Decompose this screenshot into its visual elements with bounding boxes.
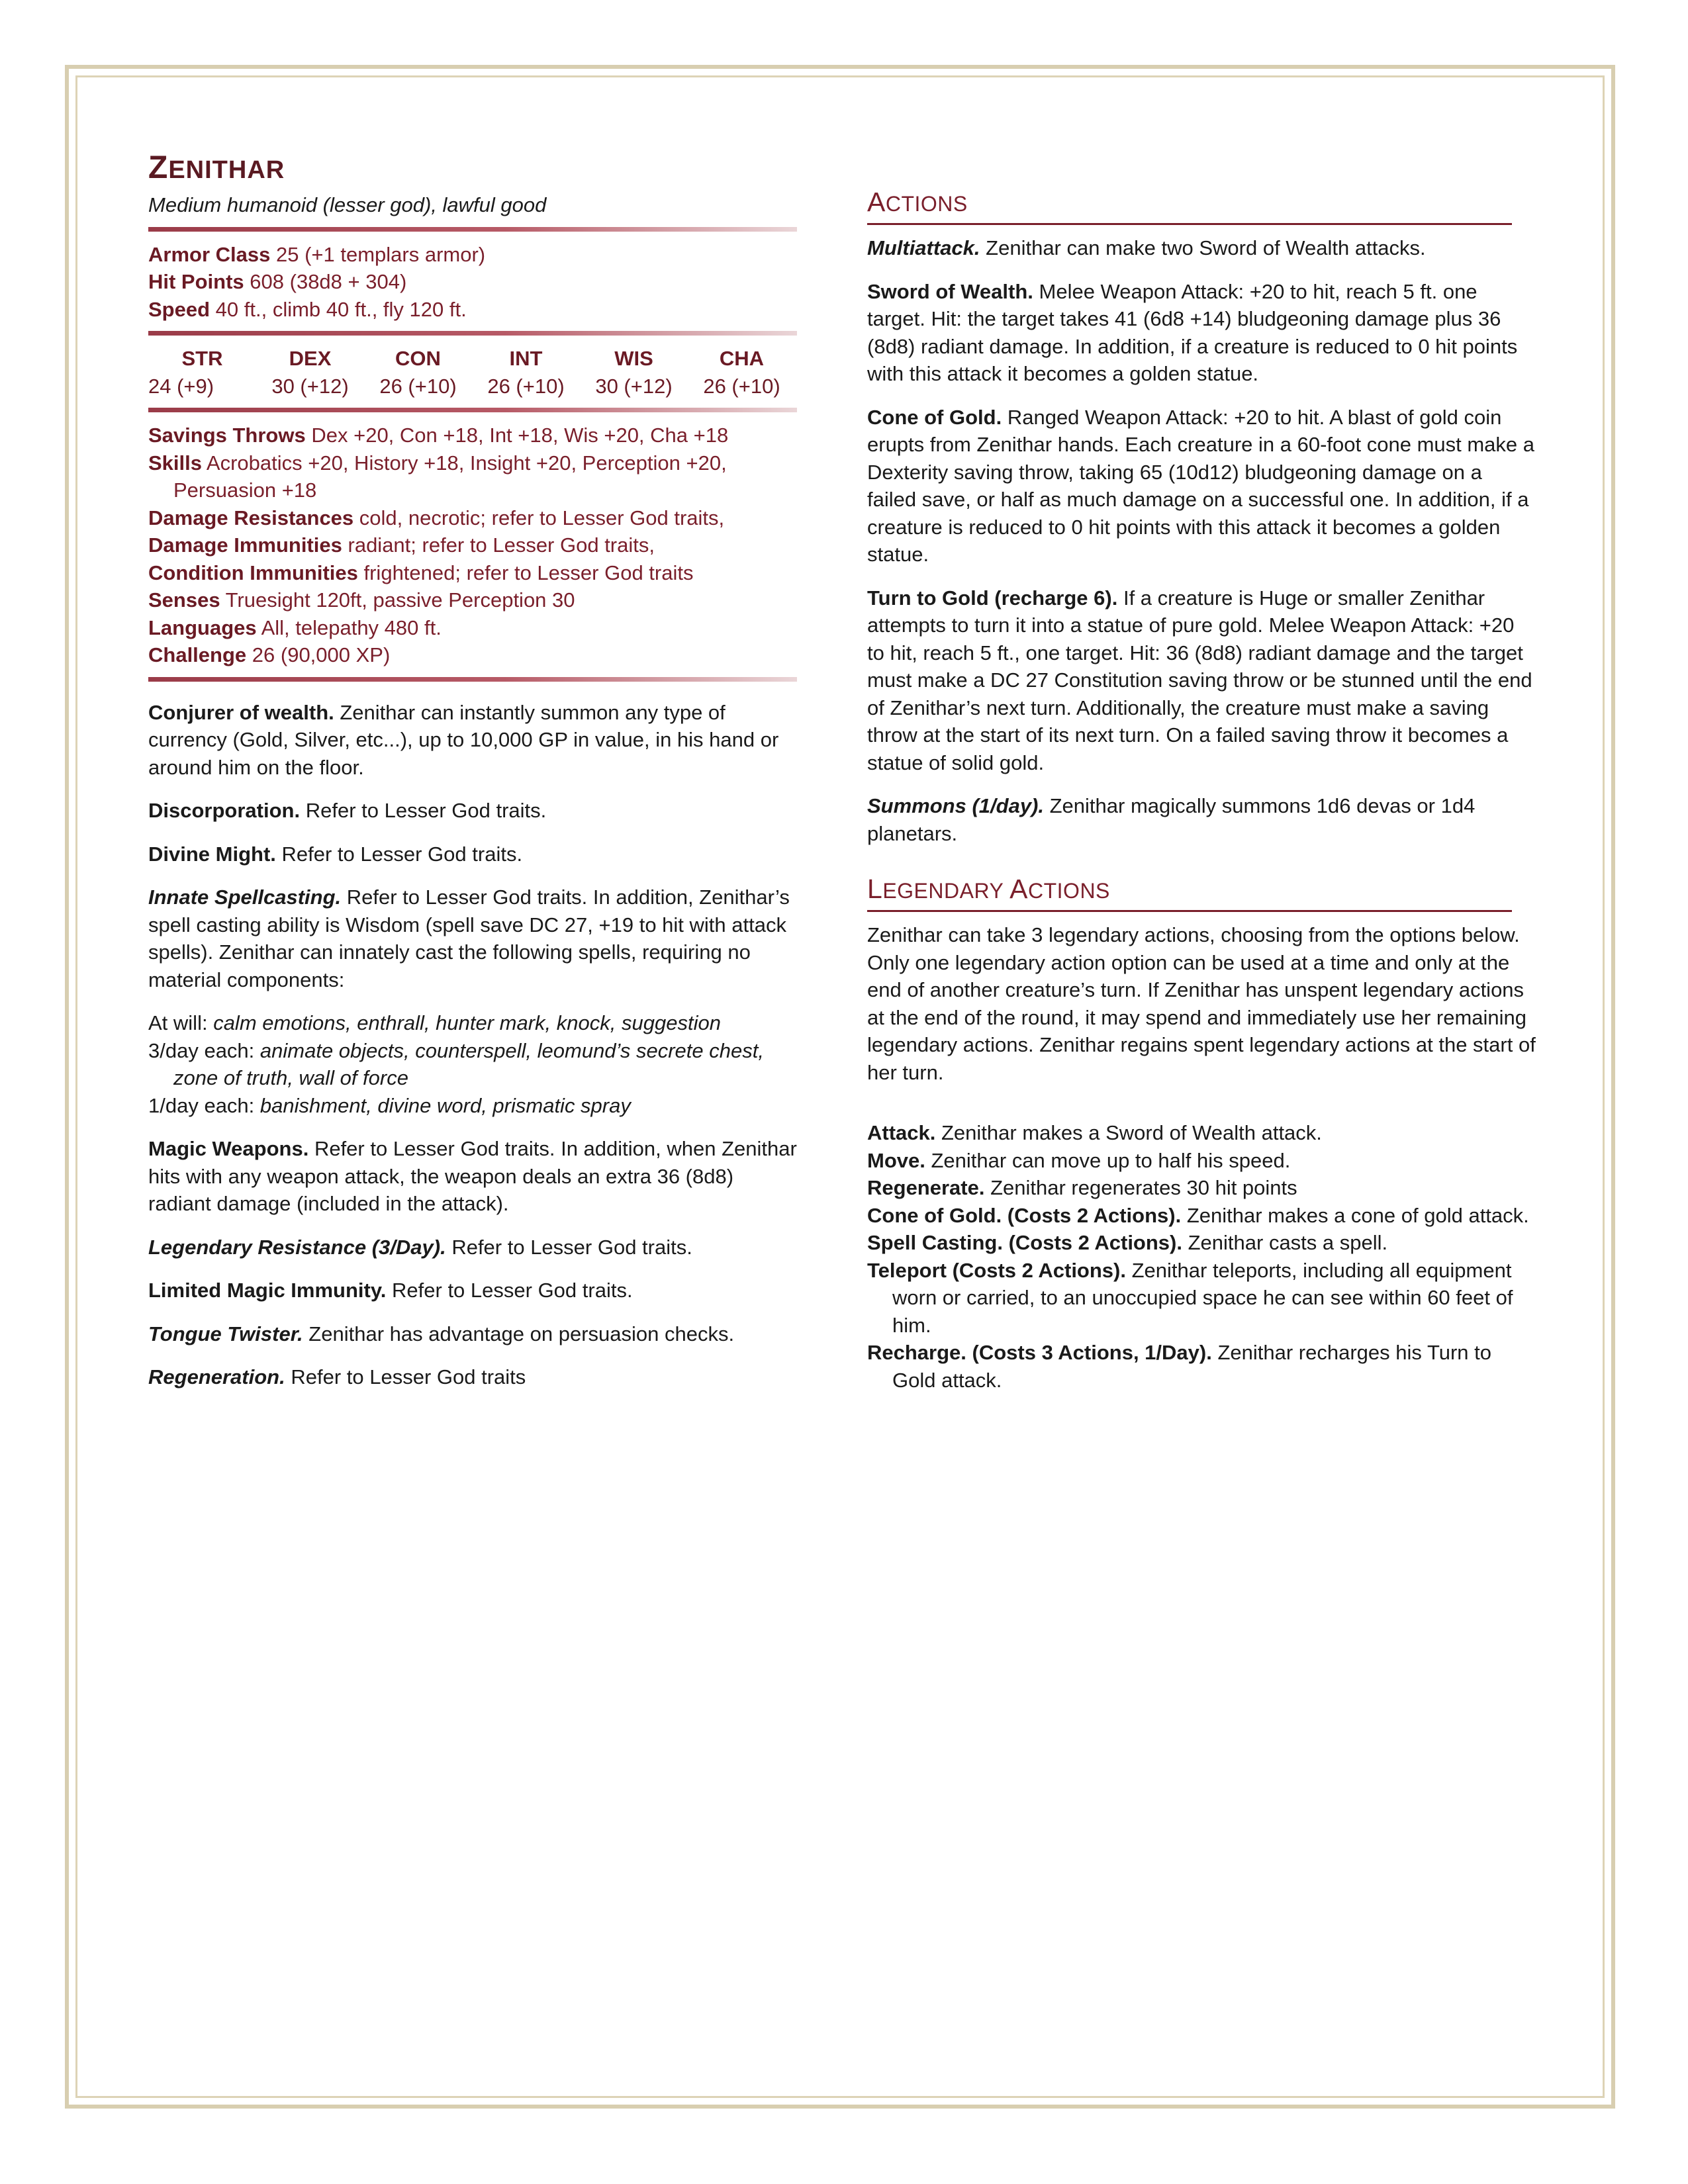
action: Sword of Wealth. Melee Weapon Attack: +20 to hit, reach 5 ft. one target. Hit: the target takes 41 (6d8 +14) bludgeoning damage plus 36 (8d8) radiant damage. In addition, if a creature is reduced to 0 hit points with this attack it becomes a golden statue.: [867, 279, 1518, 385]
action: Summons (1/day). Zenithar magically summons 1d6 devas or 1d4 planetars.: [867, 794, 1476, 845]
damage-resistances: Damage Resistances cold, necrotic; refer to Lesser God traits,: [148, 506, 725, 529]
action: Multiattack. Zenithar can make two Sword of Wealth attacks.: [867, 236, 1426, 259]
stat-block-left-column: [148, 150, 797, 1407]
legendary-action: Regenerate. Zenithar regenerates 30 hit points: [867, 1176, 1297, 1199]
actions-heading: ACTIONS: [867, 187, 968, 217]
divider: [148, 677, 797, 682]
ability-value: 24 (+9): [148, 374, 214, 398]
spell-list: [148, 1009, 797, 1119]
armor-class: Armor Class 25 (+1 templars armor): [148, 242, 486, 266]
ability-name: CON: [395, 347, 441, 370]
legendary-action: Attack. Zenithar makes a Sword of Wealth attack.: [867, 1121, 1322, 1144]
ability-name: INT: [509, 347, 543, 370]
trait: Legendary Resistance (3/Day). Refer to Lesser God traits.: [148, 1235, 692, 1259]
skills: Skills Acrobatics +20, History +18, Insight +20, Perception +20, Persuasion +18: [148, 451, 727, 502]
senses: Senses Truesight 120ft, passive Perception 30: [148, 588, 575, 612]
ability-value: 26 (+10): [703, 374, 780, 398]
creature-name: ZENITHAR: [148, 150, 285, 185]
trait: Tongue Twister. Zenithar has advantage on persuasion checks.: [148, 1322, 735, 1345]
spell-line: 1/day each: banishment, divine word, prismatic spray: [148, 1093, 631, 1117]
saving-throws: Savings Throws Dex +20, Con +18, Int +18, Wis +20, Cha +18: [148, 424, 729, 447]
challenge: Challenge 26 (90,000 XP): [148, 643, 391, 666]
divider: [148, 408, 797, 412]
divider: [148, 227, 797, 232]
condition-immunities: Condition Immunities frightened; refer to Lesser God traits: [148, 561, 694, 584]
ability-scores: [148, 345, 797, 400]
legendary-action: Move. Zenithar can move up to half his speed.: [867, 1148, 1291, 1172]
ability-name: WIS: [614, 347, 653, 370]
stat-block-right-column: [867, 187, 1536, 1394]
spell-line: 3/day each: animate objects, counterspell, leomund’s secrete chest, zone of truth, wall of force: [148, 1038, 764, 1089]
action: Turn to Gold (recharge 6). If a creature is Huge or smaller Zenithar attempts to turn it into a statue of pure gold. Melee Weapon Attack: +20 to hit, reach 5 ft., one target. Hit: 36 (8d8) radiant damage and the target must make a DC 27 Constitution saving throw or be stunned until the end of Zenithar’s next turn. Additionally, the creature must make a saving throw at the start of its next turn. On a failed saving throw it becomes a statue of solid gold.: [867, 586, 1532, 774]
action: Cone of Gold. Ranged Weapon Attack: +20 to hit. A blast of gold coin erupts from Zenithar hands. Each creature in a 60-foot cone must make a Dexterity saving throw, taking 65 (10d12) bludgeoning damage on a failed save, or half as much damage on a successful one. In addition, if a creature is reduced to 0 hit points with this attack it becomes a golden statue.: [867, 405, 1535, 566]
ability-name: CHA: [719, 347, 765, 370]
ability-value: 30 (+12): [595, 374, 673, 398]
spell-line: At will: calm emotions, enthrall, hunter mark, knock, suggestion: [148, 1011, 721, 1034]
section-rule: [867, 910, 1512, 912]
damage-immunities: Damage Immunities radiant; refer to Lesser God traits,: [148, 533, 655, 557]
trait: Innate Spellcasting. Refer to Lesser God traits. In addition, Zenithar’s spell casting ability is Wisdom (spell save DC 27, +19 to hit with attack spells). Zenithar can innately cast the following spells, requiring no material components:: [148, 886, 790, 991]
creature-type: Medium humanoid (lesser god), lawful good: [148, 193, 547, 216]
legendary-action: Teleport (Costs 2 Actions). Zenithar teleports, including all equipment worn or carried, to an unoccupied space he can see within 60 feet of him.: [867, 1258, 1513, 1337]
section-rule: [867, 223, 1512, 225]
divider: [148, 331, 797, 336]
ability-name: STR: [181, 347, 223, 370]
speed: Speed 40 ft., climb 40 ft., fly 120 ft.: [148, 297, 467, 321]
ability-name: DEX: [289, 347, 332, 370]
ability-value: 26 (+10): [487, 374, 565, 398]
legendary-action: Spell Casting. (Costs 2 Actions). Zenithar casts a spell.: [867, 1231, 1388, 1254]
legendary-intro: Zenithar can take 3 legendary actions, choosing from the options below. Only one legendary action option can be used at a time and only at the end of another creature’s turn. If Zenithar has unspent legendary actions at the end of the round, it may spend and immediately use her remaining legendary actions. Zenithar regains spent legendary actions at the start of her turn.: [867, 923, 1536, 1084]
trait: Limited Magic Immunity. Refer to Lesser God traits.: [148, 1279, 633, 1302]
legendary-action: Recharge. (Costs 3 Actions, 1/Day). Zenithar recharges his Turn to Gold attack.: [867, 1341, 1492, 1392]
ability-value: 26 (+10): [379, 374, 457, 398]
legendary-actions-list: [867, 1119, 1536, 1394]
trait: Conjurer of wealth. Zenithar can instantly summon any type of currency (Gold, Silver, etc...), up to 10,000 GP in value, in his hand or around him on the floor.: [148, 700, 779, 779]
trait: Magic Weapons. Refer to Lesser God traits. In addition, when Zenithar hits with any weapon attack, the weapon deals an extra 36 (8d8) radiant damage (included in the attack).: [148, 1137, 797, 1215]
trait: Discorporation. Refer to Lesser God traits.: [148, 799, 547, 822]
legendary-actions-heading: LEGENDARY ACTIONS: [867, 874, 1110, 904]
legendary-action: Cone of Gold. (Costs 2 Actions). Zenithar makes a cone of gold attack.: [867, 1203, 1529, 1227]
trait: Divine Might. Refer to Lesser God traits.: [148, 842, 523, 866]
ability-value: 30 (+12): [271, 374, 349, 398]
trait: Regeneration. Refer to Lesser God traits: [148, 1365, 526, 1388]
hit-points: Hit Points 608 (38d8 + 304): [148, 270, 407, 293]
languages: Languages All, telepathy 480 ft.: [148, 615, 442, 639]
